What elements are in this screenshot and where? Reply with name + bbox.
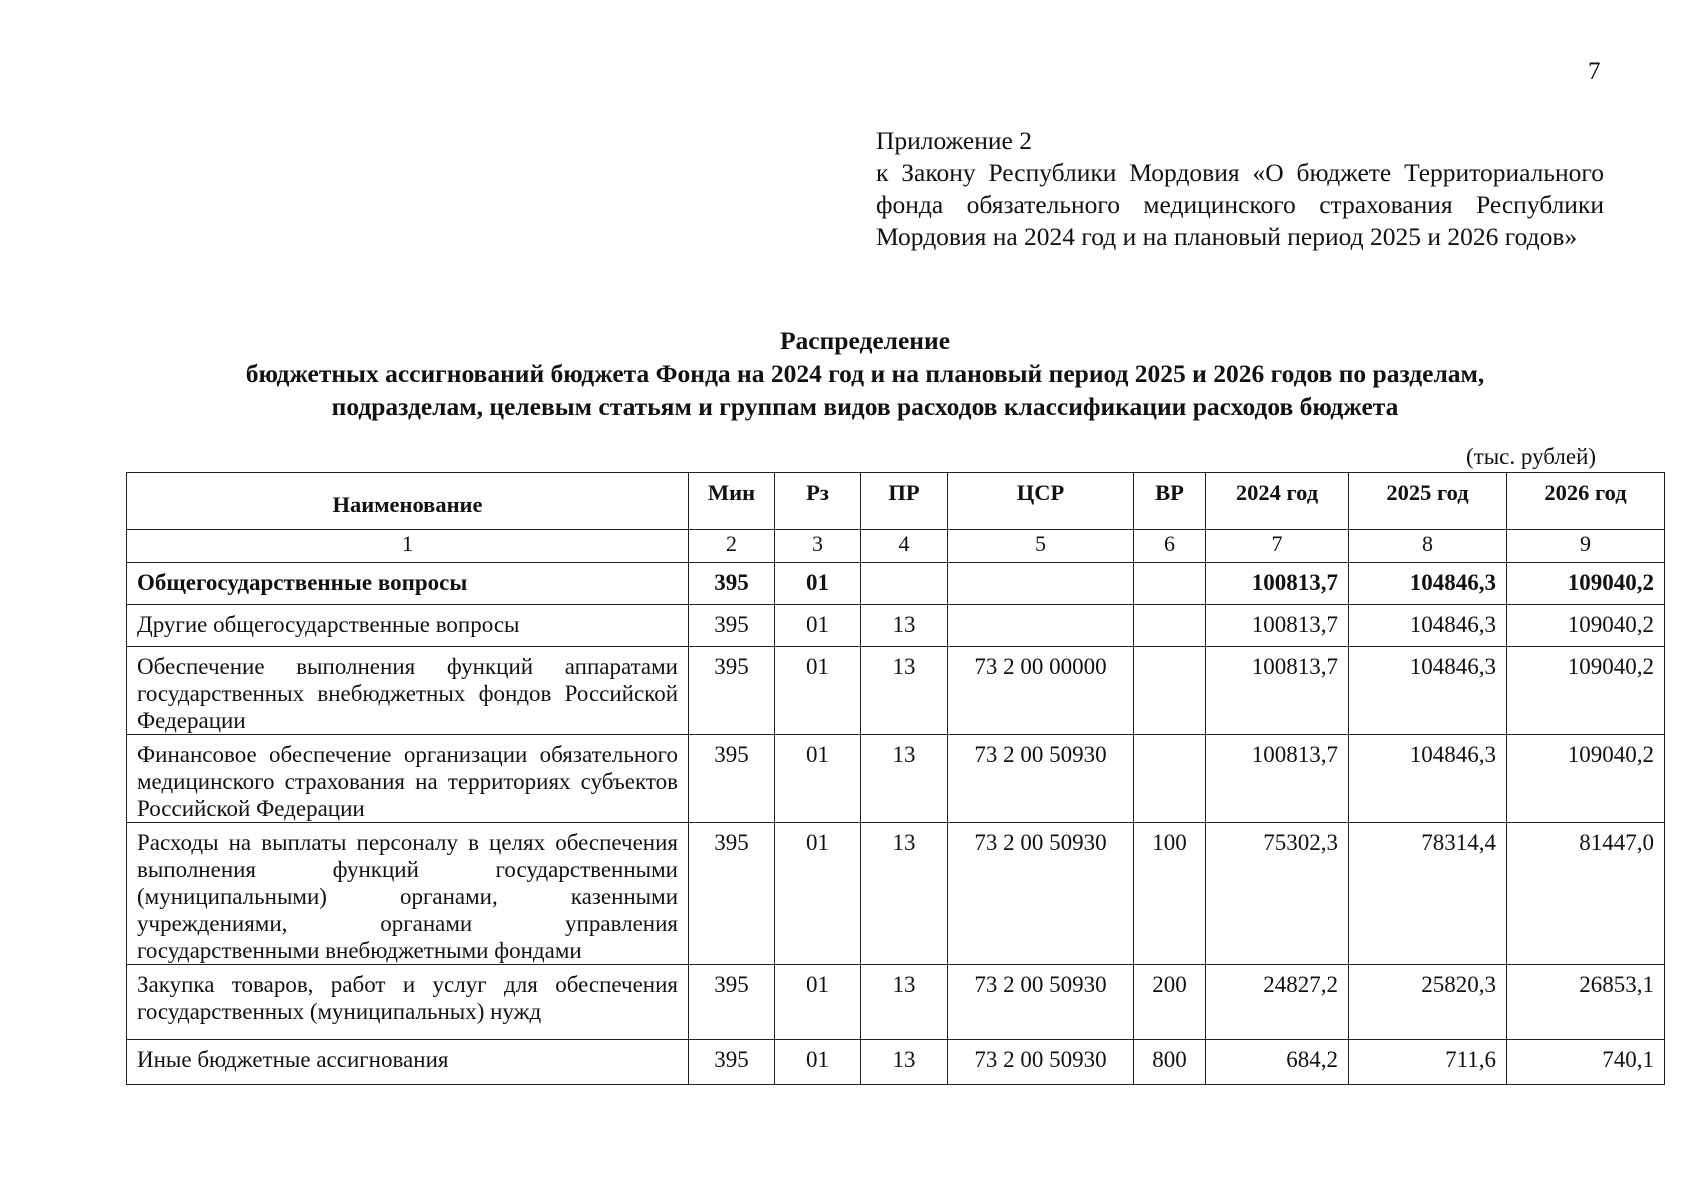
col-header-2026: 2026 год	[1507, 473, 1665, 530]
cell-pr: 13	[861, 823, 948, 965]
cell-min: 395	[689, 823, 775, 965]
units-note: (тыс. рублей)	[1466, 444, 1597, 469]
cell-csr: 73 2 00 50930	[948, 823, 1134, 965]
cell-2026: 26853,1	[1507, 965, 1665, 1040]
cell-min: 395	[689, 563, 775, 605]
row-name: Иные бюджетные ассигнования	[127, 1040, 689, 1085]
cell-2026: 109040,2	[1507, 563, 1665, 605]
cell-2026: 109040,2	[1507, 605, 1665, 647]
row-name: Закупка товаров, работ и услуг для обеспечения государственных (муниципальных) нужд	[127, 965, 689, 1040]
cell-2025: 78314,4	[1349, 823, 1507, 965]
cell-2026: 109040,2	[1507, 735, 1665, 823]
cell-pr: 13	[861, 1040, 948, 1085]
cell-2026: 81447,0	[1507, 823, 1665, 965]
cell-rz: 01	[775, 1040, 861, 1085]
cell-csr: 73 2 00 50930	[948, 735, 1134, 823]
col-number: 5	[948, 530, 1134, 563]
col-number: 7	[1206, 530, 1349, 563]
cell-rz: 01	[775, 965, 861, 1040]
cell-2024: 684,2	[1206, 1040, 1349, 1085]
cell-pr: 13	[861, 965, 948, 1040]
table-row	[127, 735, 1665, 823]
cell-min: 395	[689, 1040, 775, 1085]
cell-pr: 13	[861, 735, 948, 823]
col-header-pr: ПР	[861, 473, 948, 530]
row-name: Общегосударственные вопросы	[127, 563, 689, 605]
cell-rz: 01	[775, 823, 861, 965]
cell-2025: 104846,3	[1349, 605, 1507, 647]
cell-vr	[1134, 647, 1206, 735]
row-name: Расходы на выплаты персоналу в целях обеспечения выполнения функций государственными (муниципальными) органами, казенными учреждениями, органами управления государственными внебюджетными фондами	[127, 823, 689, 965]
table-row	[127, 823, 1665, 965]
cell-rz: 01	[775, 735, 861, 823]
heading-line-2: бюджетных ассигнований бюджета Фонда на 2024 год и на плановый период 2025 и 2026 годов по разделам,	[245, 359, 1485, 388]
cell-vr: 200	[1134, 965, 1206, 1040]
col-number: 9	[1507, 530, 1665, 563]
col-header-rz: Рз	[775, 473, 861, 530]
page-number: 7	[1588, 58, 1601, 85]
cell-csr: 73 2 00 50930	[948, 1040, 1134, 1085]
cell-min: 395	[689, 735, 775, 823]
cell-2025: 104846,3	[1349, 735, 1507, 823]
row-name: Финансовое обеспечение организации обязательного медицинского страхования на территориях субъектов Российской Федерации	[127, 735, 689, 823]
appendix-title: Приложение 2	[876, 126, 1032, 155]
cell-vr: 100	[1134, 823, 1206, 965]
header-row	[127, 473, 1665, 530]
cell-pr	[861, 563, 948, 605]
cell-rz: 01	[775, 647, 861, 735]
row-name: Обеспечение выполнения функций аппаратами государственных внебюджетных фондов Российской Федерации	[127, 647, 689, 735]
cell-csr	[948, 605, 1134, 647]
table-row	[127, 1040, 1665, 1085]
cell-min: 395	[689, 605, 775, 647]
cell-vr	[1134, 563, 1206, 605]
cell-2024: 24827,2	[1206, 965, 1349, 1040]
cell-csr	[948, 563, 1134, 605]
cell-csr: 73 2 00 50930	[948, 965, 1134, 1040]
cell-vr: 800	[1134, 1040, 1206, 1085]
cell-2026: 740,1	[1507, 1040, 1665, 1085]
cell-2024: 100813,7	[1206, 735, 1349, 823]
heading-title: Распределение	[779, 326, 951, 355]
col-number: 1	[127, 530, 689, 563]
cell-pr: 13	[861, 605, 948, 647]
cell-2025: 25820,3	[1349, 965, 1507, 1040]
col-header-vr: ВР	[1134, 473, 1206, 530]
table-row	[127, 563, 1665, 605]
cell-2024: 100813,7	[1206, 563, 1349, 605]
col-header-csr: ЦСР	[948, 473, 1134, 530]
cell-vr	[1134, 605, 1206, 647]
table-row	[127, 647, 1665, 735]
cell-2026: 109040,2	[1507, 647, 1665, 735]
col-header-2024: 2024 год	[1206, 473, 1349, 530]
cell-rz: 01	[775, 563, 861, 605]
cell-2024: 100813,7	[1206, 647, 1349, 735]
cell-csr: 73 2 00 00000	[948, 647, 1134, 735]
cell-2025: 104846,3	[1349, 647, 1507, 735]
col-number: 8	[1349, 530, 1507, 563]
heading-line-3: подразделам, целевым статьям и группам видов расходов классификации расходов бюджета	[331, 392, 1399, 421]
col-header-2025: 2025 год	[1349, 473, 1507, 530]
col-number: 6	[1134, 530, 1206, 563]
table-row	[127, 605, 1665, 647]
cell-rz: 01	[775, 605, 861, 647]
cell-2025: 104846,3	[1349, 563, 1507, 605]
cell-vr	[1134, 735, 1206, 823]
cell-2024: 100813,7	[1206, 605, 1349, 647]
table-row	[127, 965, 1665, 1040]
row-name: Другие общегосударственные вопросы	[127, 605, 689, 647]
cell-pr: 13	[861, 647, 948, 735]
cell-2025: 711,6	[1349, 1040, 1507, 1085]
col-number: 4	[861, 530, 948, 563]
cell-2024: 75302,3	[1206, 823, 1349, 965]
col-header-min: Мин	[689, 473, 775, 530]
column-number-row	[127, 530, 1665, 563]
budget-table	[126, 472, 1665, 1085]
col-number: 3	[775, 530, 861, 563]
appendix-note	[876, 125, 1604, 253]
document-heading	[120, 324, 1610, 423]
appendix-text: к Закону Республики Мордовия «О бюджете Территориального фонда обязательного медицинского страхования Республики Мордовия на 2024 год и на плановый период 2025 и 2026 годов»	[876, 158, 1604, 251]
cell-min: 395	[689, 965, 775, 1040]
cell-min: 395	[689, 647, 775, 735]
col-number: 2	[689, 530, 775, 563]
col-header-name: Наименование	[127, 473, 689, 530]
